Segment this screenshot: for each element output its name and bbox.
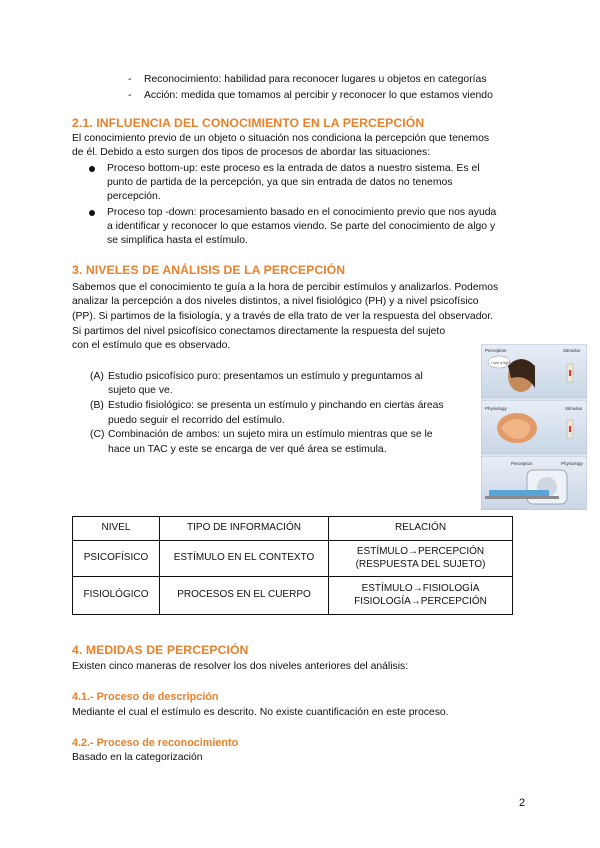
stimulus-light [569,370,571,376]
bullet-dot [89,210,95,216]
paragraph-line: El conocimiento previo de un objeto o situación nos condiciona la percepción que tenemos [72,133,490,144]
levels-table [72,516,513,615]
paragraph-line: Mediante el cual el estímulo es descrito. No existe cuantificación en este proceso. [72,707,449,718]
cell-line: ESTÍMULO→PERCEPCIÓN [356,546,485,557]
table-cell: PROCESOS EN EL CUERPO [160,577,329,615]
paragraph-line: Existen cinco maneras de resolver los dos niveles anteriores del análisis: [72,661,409,672]
paragraph-line: Basado en la categorización [72,752,203,763]
scanner-table [485,496,559,499]
table-cell: ESTÍMULO EN EL CONTEXTO [160,541,329,577]
table-row [73,541,513,577]
table-cell: FISIOLÓGICO [73,577,160,615]
bullet-line: Proceso top -down: procesamiento basado en el conocimiento previo que nos ayuda [107,207,497,218]
table-header: TIPO DE INFORMACIÓN [160,517,329,541]
paragraph-line: (PP). Si partimos de la fisiología, y a través de ella trato de ver la respuesta del observador. [72,311,494,322]
paragraph-line: con el estímulo que es observado. [72,340,231,351]
list-item-text: hace un TAC y este se encarga de ver qué área se estimula. [108,444,387,455]
figure-label: Stimulus [565,406,583,411]
section-heading: 3. NIVELES DE ANÁLISIS DE LA PERCEPCIÓN [72,263,346,277]
list-item-text: Combinación de ambos: un sujeto mira un estímulo mientras que se le [108,429,433,440]
table-header: RELACIÓN [329,517,513,541]
subsection-heading: 4.1.- Proceso de descripción [72,691,219,703]
bullet-line: percepción. [107,191,161,202]
perception-levels-figure [481,344,587,510]
table-header: NIVEL [73,517,160,541]
bullet-line: a identificar y reconocer lo que estamos viendo. Se parte del conocimiento de algo y [107,221,496,232]
bullet-dot [89,166,95,172]
list-label: (B) [90,400,104,411]
figure-label: Stimulus [563,348,581,353]
figure-label: Perception [485,348,507,353]
list-item-text: puedo seguir el recorrido del estímulo. [108,415,285,426]
table-cell [329,541,513,577]
table-row [73,577,513,615]
subsection-heading: 4.2.- Proceso de reconocimiento [72,737,239,749]
list-label: (A) [90,371,104,382]
page-number: 2 [519,797,526,809]
bullet-line: Proceso bottom-up: este proceso es la entrada de datos a nuestro sistema. Es el [107,163,480,174]
section-heading: 4. MEDIDAS DE PERCEPCIÓN [72,643,249,657]
cell-line: FISIOLOGÍA→PERCEPCIÓN [354,595,487,607]
bullet-line: punto de partida de la percepción, ya que sin entrada de datos no tenemos [107,177,453,188]
table-header-row [73,517,513,541]
paragraph-line: Sabemos que el conocimiento te guía a la hora de percibir estímulos y analizarlos. Podemos [72,282,499,293]
figure-label: Physiology [485,406,507,411]
paragraph-line: Si partimos del nivel psicofísico conectamos directamente la respuesta del sujeto [72,326,446,337]
list-label: (C) [90,429,105,440]
list-item-text: sujeto que ve. [108,385,173,396]
stimulus-light [569,426,571,432]
cell-line: (RESPUESTA DEL SUJETO) [355,558,486,570]
paragraph-line: analizar la percepción a dos niveles distintos, a nivel fisiológico (PH) y a nivel psicofísico [72,296,479,307]
figure-label: I see a light [491,361,511,365]
bullet-line: se simplifica hasta el estímulo. [107,235,248,246]
cell-line: ESTÍMULO→FISIOLOGÍA [361,583,480,594]
list-item-text: Estudio psicofísico puro: presentamos un estímulo y preguntamos al [108,371,423,382]
figure-label: Physiology [561,461,583,466]
paragraph-line: de él. Debido a esto surgen dos tipos de procesos de abordar las situaciones: [72,147,431,158]
table-cell: PSICOFÍSICO [73,541,160,577]
section-heading: 2.1. INFLUENCIA DEL CONOCIMIENTO EN LA PERCEPCIÓN [72,116,425,130]
list-item-text: Estudio fisiológico: se presenta un estímulo y pinchando en ciertas áreas [108,400,444,411]
patient-illustration [489,490,549,496]
figure-label: Perception [511,461,533,466]
figure-illustration [481,344,587,510]
table-cell [329,577,513,615]
